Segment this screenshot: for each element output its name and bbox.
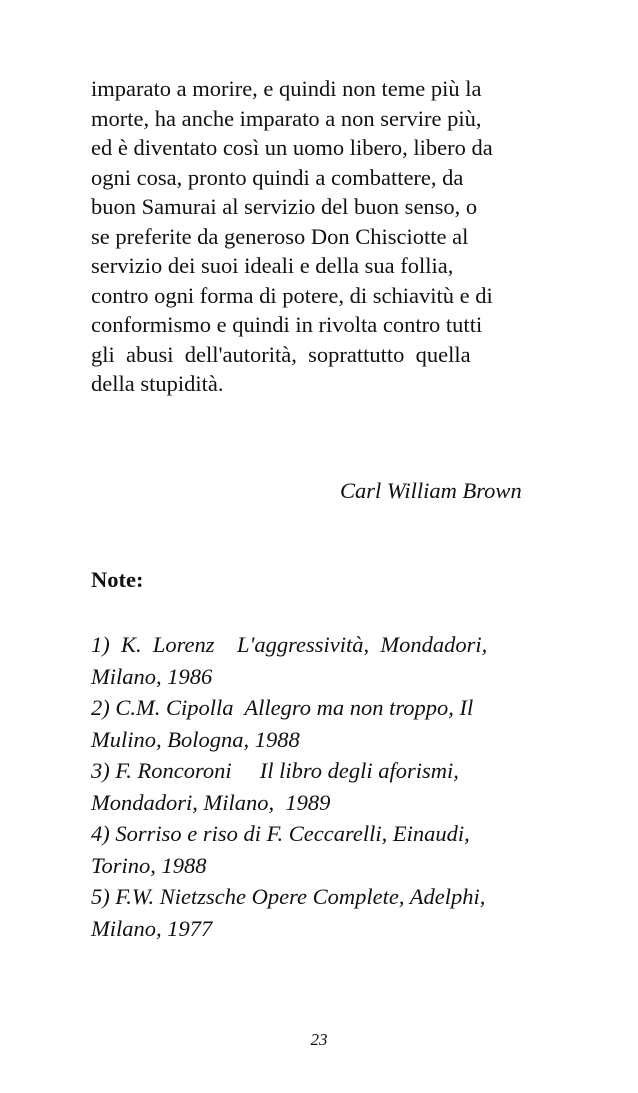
body-line: ogni cosa, pronto quindi a combattere, da [91, 164, 464, 190]
body-line: della stupidità. [91, 371, 224, 396]
body-line: morte, ha anche imparato a non servire più, [91, 105, 482, 131]
body-line: imparato a morire, e quindi non teme più la [91, 76, 482, 101]
note-line: 3) F. Roncoroni Il libro degli aforismi, [91, 758, 459, 783]
body-line: se preferite da generoso Don Chisciotte al [91, 223, 469, 249]
note-line: 2) C.M. Cipolla Allegro ma non troppo, Il [91, 695, 474, 720]
note-entry [91, 692, 571, 755]
note-line: Milano, 1986 [91, 663, 213, 689]
body-line: buon Samurai al servizio del buon senso, o [91, 194, 478, 219]
note-line: Mulino, Bologna, 1988 [91, 726, 300, 752]
body-paragraph [91, 74, 571, 399]
note-entry [91, 755, 571, 818]
notes-heading: Note: [91, 567, 144, 592]
body-line: gli abusi dell'autorità, soprattutto quella [91, 341, 471, 367]
body-line: servizio dei suoi ideali e della sua follia, [91, 253, 454, 278]
note-line: Torino, 1988 [91, 852, 207, 878]
note-line: Mondadori, Milano, 1989 [91, 789, 331, 815]
note-entry [91, 818, 571, 881]
note-line: Milano, 1977 [91, 915, 213, 941]
body-line: ed è diventato così un uomo libero, libero da [91, 135, 493, 160]
note-line: 5) F.W. Nietzsche Opere Complete, Adelphi, [91, 884, 486, 909]
notes-list [91, 629, 571, 944]
note-line: 1) K. Lorenz L'aggressività, Mondadori, [91, 632, 488, 657]
note-entry [91, 881, 571, 944]
body-line: conformismo e quindi in rivolta contro tutti [91, 312, 483, 337]
note-entry [91, 629, 571, 692]
page-number: 23 [310, 1030, 328, 1049]
body-line: contro ogni forma di potere, di schiavitù e di [91, 282, 493, 308]
author-signature: Carl William Brown [340, 478, 522, 503]
note-line: 4) Sorriso e riso di F. Ceccarelli, Einaudi, [91, 821, 470, 846]
